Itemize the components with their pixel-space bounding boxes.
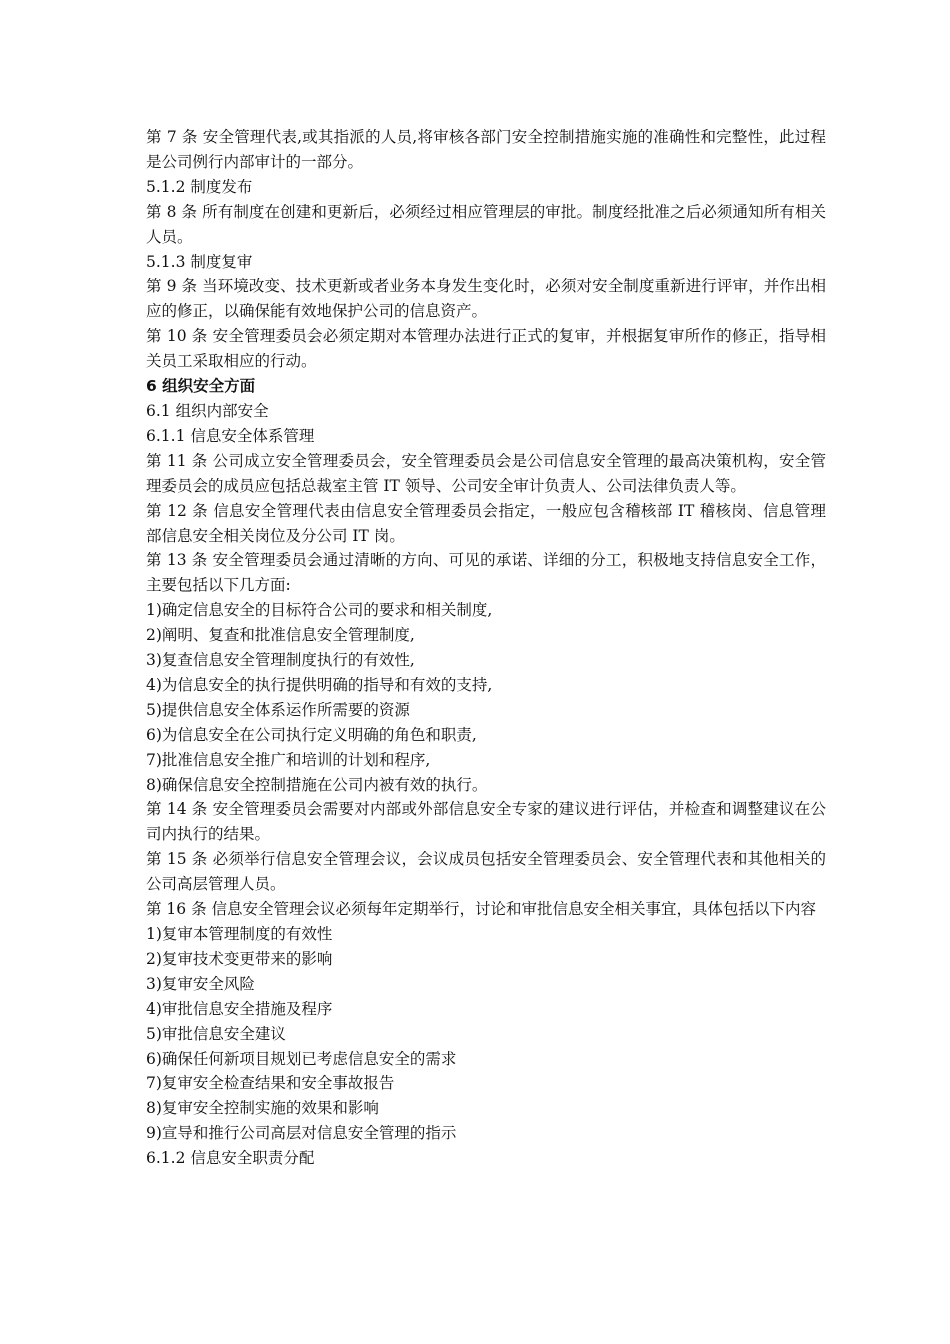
article-13-item-6: 6)为信息安全在公司执行定义明确的角色和职责,: [146, 725, 477, 744]
article-13-item-3: 3)复查信息安全管理制度执行的有效性,: [146, 651, 415, 670]
article-13-item-2: 2)阐明、复查和批准信息安全管理制度,: [146, 626, 415, 645]
article-13-item-7: 7)批准信息安全推广和培训的计划和程序,: [146, 750, 431, 769]
article-13-item-4: 4)为信息安全的执行提供明确的指导和有效的支持,: [146, 675, 493, 694]
article-16-item-5: 5)审批信息安全建议: [146, 1024, 286, 1043]
article-10: 第 10 条 安全管理委员会必须定期对本管理办法进行正式的复审，并根据复审所作的修正，指导相关员工采取相应的行动。: [146, 327, 826, 371]
article-13-item-1: 1)确定信息安全的目标符合公司的要求和相关制度,: [146, 601, 493, 620]
document-body: [146, 125, 826, 1171]
article-16-item-6: 6)确保任何新项目规划已考虑信息安全的需求: [146, 1049, 457, 1068]
article-16: 第 16 条 信息安全管理会议必须每年定期举行，讨论和审批信息安全相关事宜，具体包括以下内容: [146, 900, 817, 919]
section-5-1-2-heading: 5.1.2 制度发布: [146, 177, 253, 196]
article-9: 第 9 条 当环境改变、技术更新或者业务本身发生变化时，必须对安全制度重新进行评审，并作出相应的修正，以确保能有效地保护公司的信息资产。: [146, 277, 826, 321]
article-16-item-3: 3)复审安全风险: [146, 974, 255, 993]
article-13-item-8: 8)确保信息安全控制措施在公司内被有效的执行。: [146, 775, 488, 794]
article-11: 第 11 条 公司成立安全管理委员会，安全管理委员会是公司信息安全管理的最高决策机构，安全管理委员会的成员应包括总裁室主管 IT 领导、公司安全审计负责人、公司法律负责人等。: [146, 451, 826, 495]
article-15: 第 15 条 必须举行信息安全管理会议，会议成员包括安全管理委员会、安全管理代表和其他相关的公司高层管理人员。: [146, 850, 826, 894]
article-12: 第 12 条 信息安全管理代表由信息安全管理委员会指定，一般应包含稽核部 IT 稽核岗、信息管理部信息安全相关岗位及分公司 IT 岗。: [146, 501, 826, 545]
article-16-item-1: 1)复审本管理制度的有效性: [146, 925, 333, 943]
section-6-1-1-heading: 6.1.1 信息安全体系管理: [146, 426, 315, 445]
article-16-item-4: 4)审批信息安全措施及程序: [146, 999, 333, 1018]
section-6-1-2-heading: 6.1.2 信息安全职责分配: [146, 1149, 315, 1168]
section-6-heading: 6 组织安全方面: [146, 377, 256, 396]
article-13: 第 13 条 安全管理委员会通过清晰的方向、可见的承诺、详细的分工，积极地支持信息安全工作，主要包括以下几方面:: [146, 551, 826, 595]
article-16-item-2: 2)复审技术变更带来的影响: [146, 949, 333, 968]
article-8: 第 8 条 所有制度在创建和更新后，必须经过相应管理层的审批。制度经批准之后必须通知所有相关人员。: [146, 202, 826, 246]
article-7: 第 7 条 安全管理代表,或其指派的人员,将审核各部门安全控制措施实施的准确性和完整性，此过程是公司例行内部审计的一部分。: [146, 128, 826, 171]
section-6-1-heading: 6.1 组织内部安全: [146, 401, 269, 420]
article-16-item-9: 9)宣导和推行公司高层对信息安全管理的指示: [146, 1124, 457, 1143]
section-5-1-3-heading: 5.1.3 制度复审: [146, 252, 253, 271]
article-13-item-5: 5)提供信息安全体系运作所需要的资源: [146, 700, 410, 719]
article-16-item-7: 7)复审安全检查结果和安全事故报告: [146, 1074, 395, 1093]
article-16-item-8: 8)复审安全控制实施的效果和影响: [146, 1099, 379, 1118]
article-14: 第 14 条 安全管理委员会需要对内部或外部信息安全专家的建议进行评估，并检查和调整建议在公司内执行的结果。: [146, 800, 826, 844]
